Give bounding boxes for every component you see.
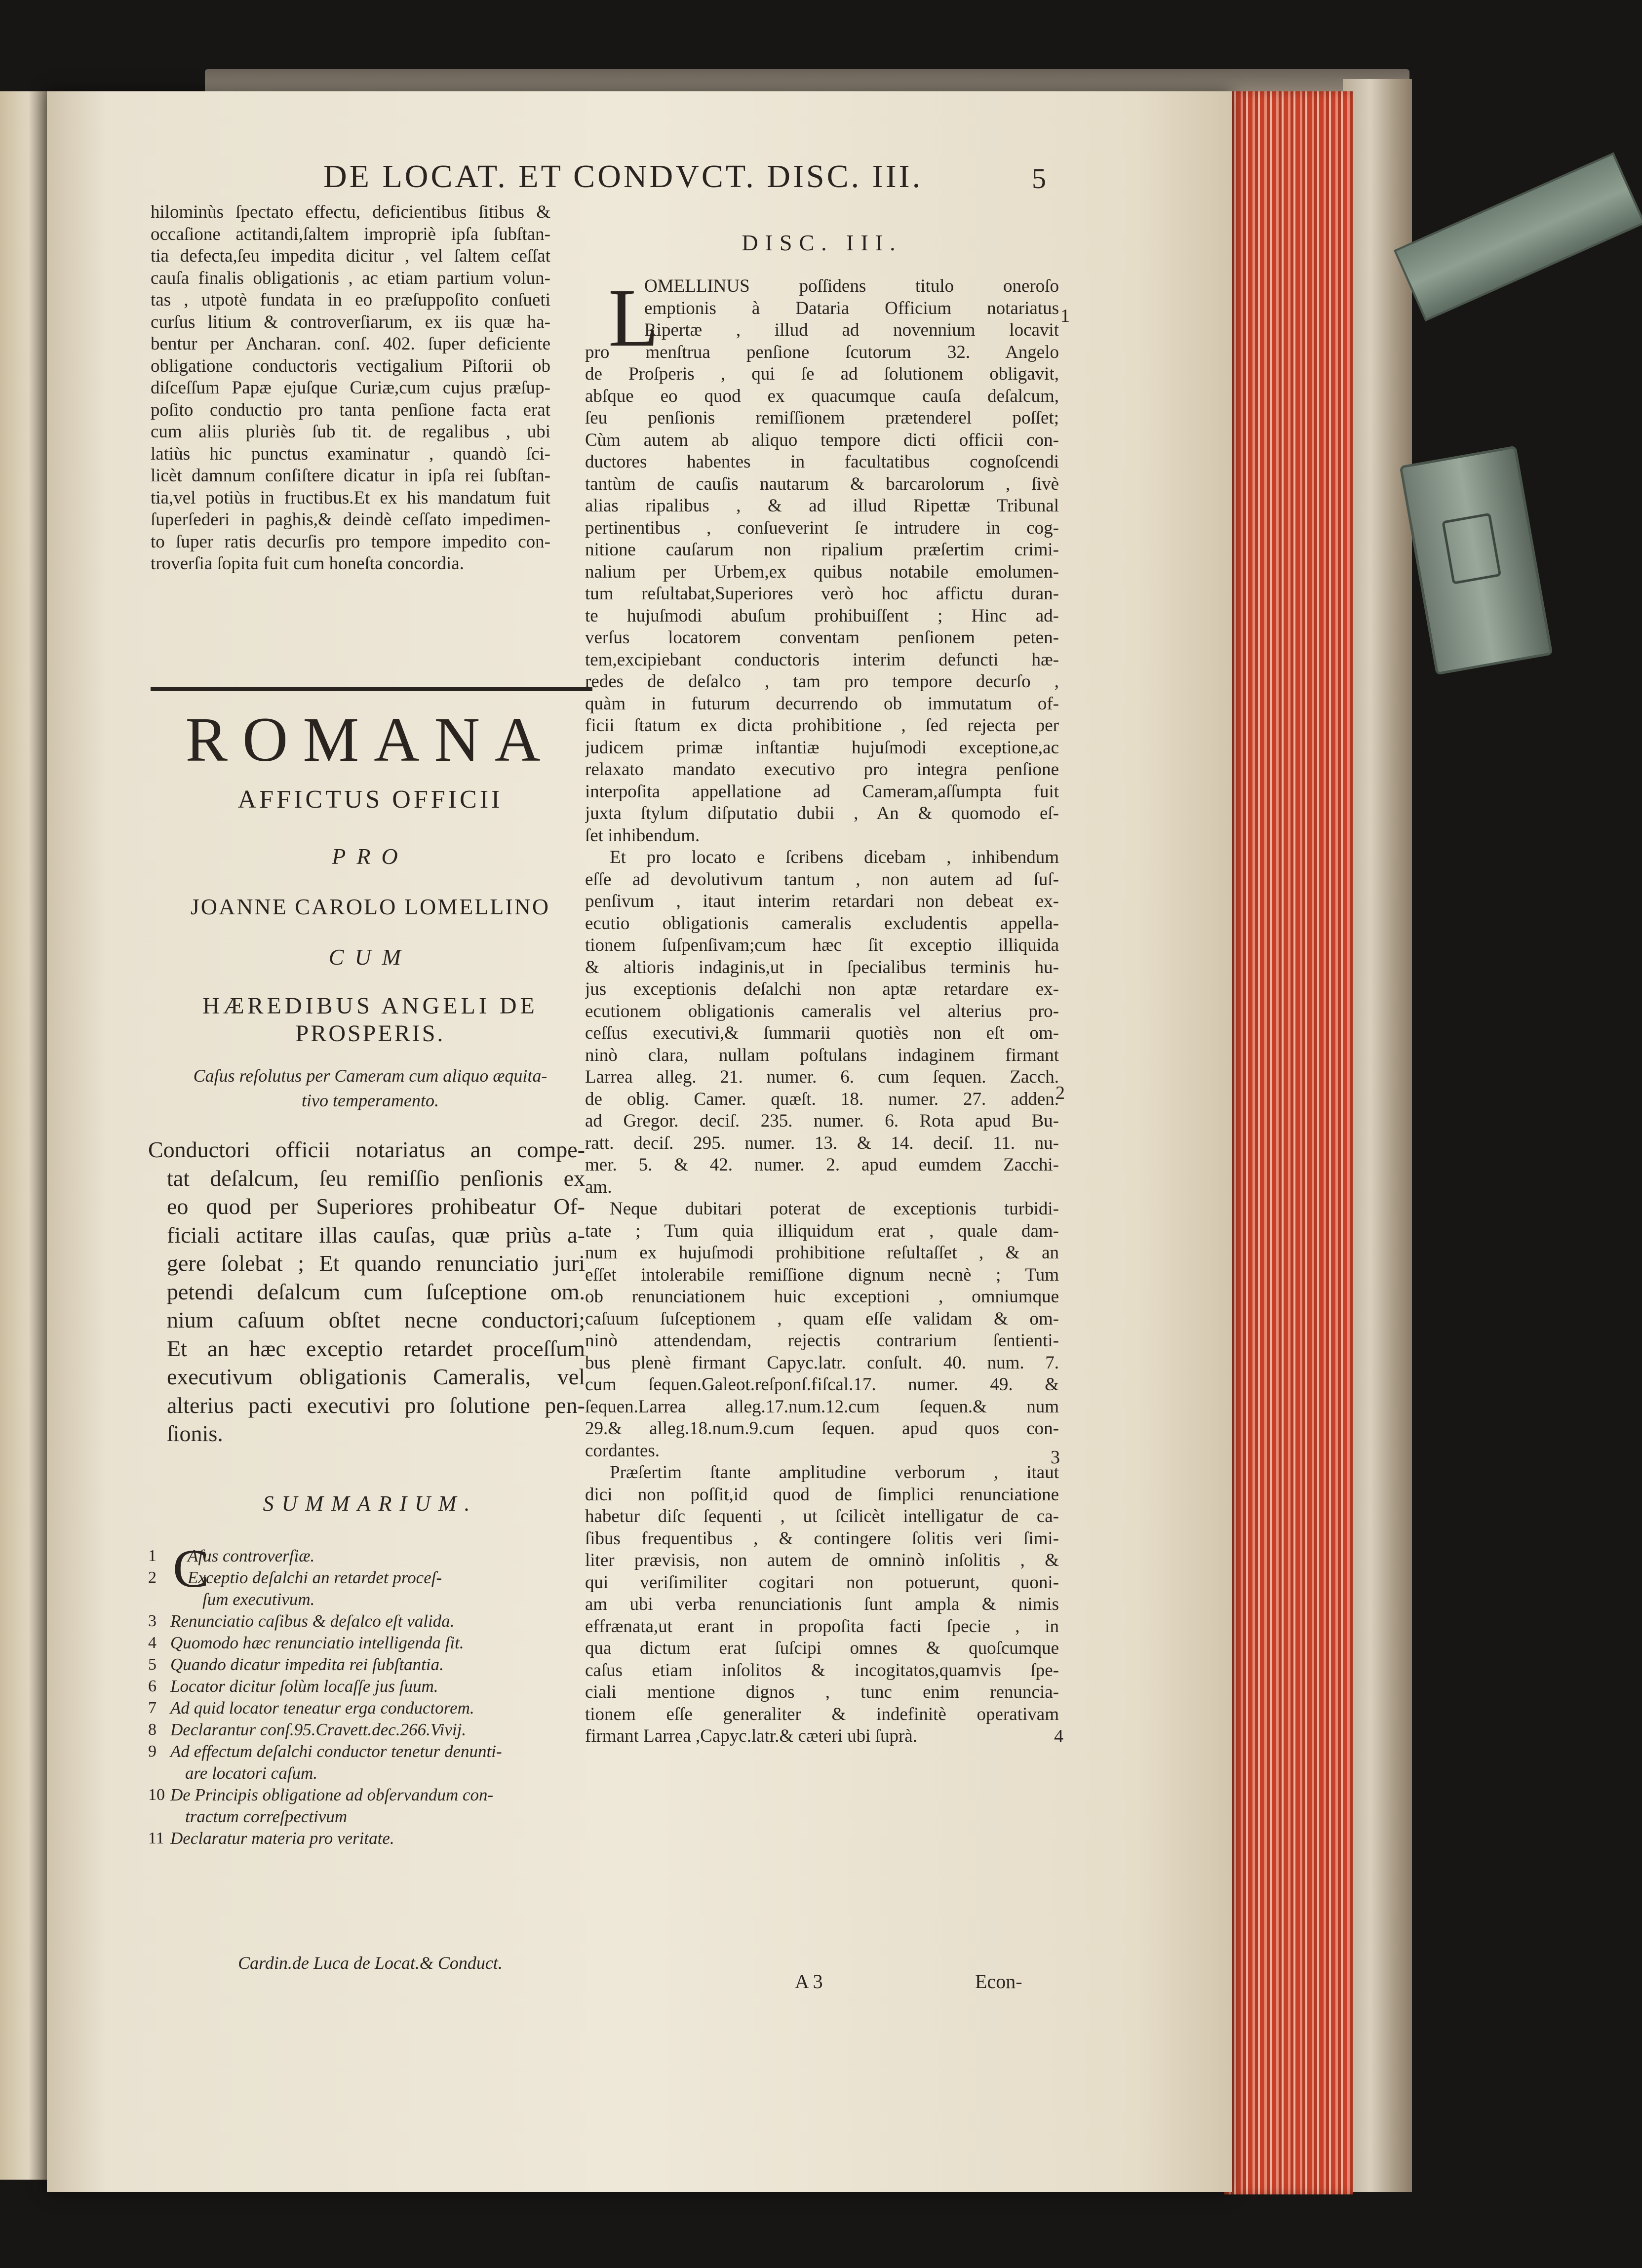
party-one: JOANNE CAROLO LOMELLINO: [190, 894, 550, 919]
summarium-item: [148, 1697, 583, 1719]
text-line: tionem ſuſpenſivam;cum hæc ſit exceptio illiquida: [585, 935, 1059, 955]
text-line: cordantes.: [585, 1440, 660, 1461]
text-line: 29.& alleg.18.num.9.cum ſequen. apud quos con-: [585, 1418, 1059, 1439]
text-line: am.: [585, 1176, 612, 1197]
question-line: ficiali actitare illas cauſas, quæ priùs a-: [167, 1222, 585, 1248]
text-line: OMELLINUS poſſidens titulo oneroſo: [644, 276, 1059, 296]
summarium-text-cont: are locatori caſum.: [185, 1763, 317, 1783]
text-line: ductores habentes in facultatibus cognoſcendi: [585, 452, 1059, 472]
summarium-item: [148, 1567, 583, 1610]
text-line: obligatione conductoris vectigalium Piſtorii ob: [151, 355, 550, 376]
text-line: ecutionem obligationis cameralis vel alterius pro-: [585, 1001, 1059, 1021]
text-line: relaxato mandato executivo pro integra penſione: [585, 759, 1059, 780]
question-line: petendi deſalcum cum ſuſceptione om.: [167, 1279, 585, 1304]
text-line: Ripertæ , illud ad novennium locavit: [644, 320, 1059, 340]
text-line: ninò clara, nullam poſtulans indaginem firmant: [585, 1045, 1059, 1065]
summary-initial: C: [173, 1538, 209, 1599]
casus-line1: Caſus reſolutus per Cameram cum aliquo æquita-: [193, 1066, 547, 1086]
text-line: ciali mentione dignos , tunc enim renuncia-: [585, 1682, 1059, 1702]
text-line: qui veriſimiliter cogitari non potuerunt, quoni-: [585, 1572, 1059, 1593]
text-line: de Proſperis , qui ſe ad ſolutionem obligavit,: [585, 364, 1059, 384]
text-line: caſus etiam inſolitos & incogitatos,quamvis ſpe-: [585, 1660, 1059, 1681]
margin-number-4: 4: [1054, 1726, 1063, 1747]
pro-label: PRO: [332, 844, 409, 869]
page-number: 5: [1032, 162, 1046, 195]
text-line: nitione cauſarum non ripalium præſertim crimi-: [585, 540, 1059, 560]
summarium-text: Quando dicatur impedita rei ſubſtantia.: [170, 1655, 444, 1674]
text-line: curſus litium & controverſiarum, ex iis quæ ha-: [151, 312, 550, 332]
summarium-text: Aſus controverſiæ.: [188, 1546, 315, 1565]
text-line: ratt. deciſ. 295. numer. 13. & 14. deciſ. 11. nu-: [585, 1133, 1059, 1153]
text-line: firmant Larrea ,Capyc.latr.& cæteri ubi ſuprà.: [585, 1726, 917, 1746]
summarium-item: [148, 1784, 583, 1828]
text-line: tia,vel potiùs in fructibus.Et ex his mandatum fuit: [151, 487, 550, 508]
question-line: Et an hæc exceptio retardet proceſſum: [167, 1335, 585, 1361]
text-line: eſſe ad devolutivum tantum , non autem ad ſuſ-: [585, 869, 1059, 890]
summarium-text: Locator dicitur ſolùm locaſſe jus ſuum.: [170, 1677, 438, 1696]
text-line: emptionis à Dataria Officium notariatus: [644, 298, 1059, 318]
summarium-text: Exceptio deſalchi an retardet proceſ-: [188, 1568, 442, 1587]
question-line: nium caſuum obſtet necne conductori;: [167, 1307, 585, 1332]
summarium-item: [148, 1654, 583, 1676]
text-line: poſito conductio pro tanta penſione facta erat: [151, 399, 550, 420]
text-line: am ubi verba renunciationis ſunt ampla & nimis: [585, 1594, 1059, 1614]
question-line: alterius pacti executivi pro ſolutione pen-: [167, 1392, 585, 1418]
catchword: Econ-: [975, 1970, 1022, 1993]
summarium-text: Ad quid locator teneatur erga conductorem.: [170, 1698, 474, 1718]
text-line: ſibus frequentibus , & contingere ſolitis veri ſimi-: [585, 1528, 1059, 1549]
text-line: diſceſſum Papæ ejuſque Curiæ,cum cujus præſup-: [151, 378, 550, 398]
text-line: interpoſita appellatione ad Cameram,aſſumpta fuit: [585, 781, 1059, 802]
question-line: gere ſolebat ; Et quando renunciatio juri: [167, 1251, 585, 1276]
text-line: nalium per Urbem,ex quibus notabile emolumen-: [585, 561, 1059, 582]
summarium-number: 11: [148, 1829, 164, 1847]
text-line: effrænata,ut erant in propoſita facti ſpecie , in: [585, 1616, 1059, 1637]
text-line: tantùm de cauſis nautarum & barcarolorum , ſivè: [585, 473, 1059, 494]
margin-number-3: 3: [1051, 1447, 1060, 1468]
section-rule: [151, 687, 592, 691]
text-line: ſuperſederi in paghis,& deindè ceſſato impedimen-: [151, 509, 550, 530]
case-subtitle: AFFICTUS OFFICII: [237, 785, 503, 814]
text-line: troverſia ſopita fuit cum honeſta concordia.: [151, 553, 464, 574]
text-line: occaſione actitandi,ſaltem impropriè ipſa ſubſtan-: [151, 224, 550, 244]
text-line: tas , utpotè fundata in eo præſuppoſito conſueti: [151, 290, 550, 310]
right-column-text: [585, 272, 1059, 1748]
text-line: ob renunciationem huic exceptioni , omniumque: [585, 1287, 1059, 1307]
text-line: Et pro locato e ſcribens dicebam , inhibendum: [610, 847, 1059, 867]
text-line: Præſertim ſtante amplitudine verborum , itaut: [610, 1462, 1059, 1483]
text-line: licèt damnum conſiſtere dicatur in ipſa rei ſubſtan-: [151, 466, 550, 486]
summarium-text: Declarantur conſ.95.Cravett.dec.266.Vivij.: [170, 1720, 467, 1739]
text-line: ceſſus executivi,& ſummarii quotiès non eſt om-: [585, 1023, 1059, 1043]
question-paragraph: [148, 1135, 585, 1448]
text-line: te hujuſmodi abuſum prohibuiſſent ; Hinc ad-: [585, 605, 1059, 626]
party-two-line2: PROSPERIS.: [295, 1020, 445, 1047]
disc-heading: DISC. III.: [742, 230, 902, 255]
summarium-item: [148, 1828, 583, 1849]
summarium-number: 6: [148, 1677, 156, 1695]
summarium-text-cont: ſum executivum.: [202, 1590, 315, 1609]
summarium-text: Ad effectum deſalchi conductor tenetur denunti-: [170, 1742, 502, 1761]
text-line: penſivum , itaut interim retardari non debeat ex-: [585, 891, 1059, 911]
casus-line2: tivo temperamento.: [302, 1091, 439, 1110]
text-line: & altioris indaginis,ut in ſpecialibus terminis hu-: [585, 957, 1059, 978]
text-line: cum ſequen.Galeot.reſponſ.fiſcal.17. numer. 49. &: [585, 1374, 1059, 1395]
summarium-number: 8: [148, 1721, 156, 1739]
summarium-number: 9: [148, 1742, 156, 1760]
metal-clasp: [1399, 445, 1553, 675]
text-line: hilominùs ſpectato effectu, deficientibus ſitibus &: [151, 202, 550, 222]
summarium-item: [148, 1676, 583, 1697]
text-line: to ſuper ratis decurſis pro tempore impedito con-: [151, 531, 550, 552]
text-line: pertinentibus , conſueverint ſe intrudere in cog-: [585, 517, 1059, 538]
summarium-item: [148, 1719, 583, 1741]
text-line: cum aliis pluriès ſub tit. de regalibus , ubi: [151, 422, 550, 442]
text-line: tionem eſſe generaliter & indefinitè operativam: [585, 1704, 1059, 1724]
summarium-number: 2: [148, 1568, 156, 1587]
text-line: qua dictum erat ſuſcipi omnes & quoſcumque: [585, 1638, 1059, 1658]
drop-cap-initial: L: [608, 272, 659, 364]
text-line: alias ripalibus , & ad illud Ripettæ Tribunal: [585, 496, 1059, 516]
question-line: executivum obligationis Cameralis, vel: [167, 1364, 585, 1389]
text-line: ad Gregor. deciſ. 235. numer. 6. Rota apud Bu-: [585, 1111, 1059, 1131]
summarium-text: Quomodo hæc renunciatio intelligenda ſit.: [170, 1633, 464, 1652]
text-line: latiùs hic punctus examinatur , quandò ſci-: [151, 443, 550, 464]
clasp-strap: [1394, 152, 1642, 321]
text-line: ninò attendendam, rejectis contrarium ſentienti-: [585, 1330, 1059, 1351]
margin-number-2: 2: [1056, 1083, 1065, 1103]
text-line: ſequen.Larrea alleg.17.num.12.cum ſequen.& num: [585, 1396, 1059, 1417]
text-line: num ex hujuſmodi prohibitione reſultaſſet , & an: [585, 1243, 1059, 1263]
summarium-number: 3: [148, 1612, 156, 1630]
summarium-item: [148, 1741, 583, 1784]
case-name: ROMANA: [185, 704, 555, 775]
text-line: Cùm autem ab aliquo tempore dicti officii con-: [585, 430, 1059, 450]
facing-page-edge: [0, 91, 47, 2180]
summarium-text: Declaratur materia pro veritate.: [170, 1829, 394, 1848]
text-line: pro menſtrua penſione ſcutorum 32. Angelo: [585, 342, 1059, 362]
text-line: liter prævisis, non autem de omninò inſolitis , &: [585, 1550, 1059, 1570]
text-line: Neque dubitari poterat de exceptionis turbidi-: [610, 1199, 1059, 1219]
text-line: ſet inhibendum.: [585, 825, 700, 846]
summarium-text: De Principis obligatione ad obſervandum con-: [170, 1785, 494, 1804]
text-line: ſeu penſionis remiſſionem prætenderel poſſet;: [585, 408, 1059, 428]
text-line: Larrea alleg. 21. numer. 6. cum ſequen. Zacch.: [585, 1067, 1059, 1087]
summarium-number: 10: [148, 1786, 165, 1804]
question-line: tat deſalcum, ſeu remiſſio penſionis ex: [167, 1165, 585, 1191]
question-line: Conductori officii notariatus an compe-: [148, 1137, 585, 1162]
text-line: ecutio obligationis cameralis excludentis appella-: [585, 913, 1059, 934]
left-column-top: [151, 201, 550, 575]
summarium-list: [148, 1545, 583, 1849]
book-spine-edge: [1343, 79, 1412, 2192]
left-footer: Cardin.de Luca de Locat.& Conduct.: [238, 1953, 503, 1973]
text-line: dici non poſſit,id quod de ſimplici renunciatione: [585, 1484, 1059, 1505]
summarium-item: [148, 1610, 583, 1632]
margin-number-1: 1: [1060, 306, 1070, 326]
text-line: tem,excipiebant conductoris interim defuncti hæ-: [585, 649, 1059, 670]
signature-mark: A 3: [795, 1970, 823, 1993]
text-line: mer. 5. & 42. numer. 2. apud eumdem Zacchi-: [585, 1155, 1059, 1175]
text-line: tia defecta,ſeu impedita dicitur , vel ſaltem ceſſat: [151, 246, 550, 266]
cum-label: CUM: [328, 944, 412, 970]
text-line: verſus locatorem conventam penſionem peten-: [585, 627, 1059, 648]
summarium-item: [148, 1545, 583, 1567]
text-line: eſſet intolerabile remiſſione dignum necnè ; Tum: [585, 1264, 1059, 1285]
text-line: caſuum ſuſceptionem , quam eſſe validam & om-: [585, 1308, 1059, 1329]
summarium-number: 7: [148, 1699, 156, 1717]
red-page-edges: [1224, 91, 1353, 2194]
question-line: ſionis.: [167, 1421, 223, 1446]
question-line: eo quod per Superiores prohibeatur Of-: [167, 1194, 585, 1219]
running-head: DE LOCAT. ET CONDVCT. DISC. III.: [323, 158, 923, 195]
text-line: jus exceptionis deſalchi non aptæ retardare ex-: [585, 979, 1059, 999]
text-line: tum reſultabat,Superiores verò hoc affictu duran-: [585, 584, 1059, 604]
summarium-heading: SUMMARIUM.: [263, 1491, 478, 1516]
party-two-line1: HÆREDIBUS ANGELI DE: [202, 993, 538, 1019]
summarium-number: 5: [148, 1655, 156, 1674]
summarium-number: 1: [148, 1547, 156, 1565]
summarium-number: 4: [148, 1634, 156, 1652]
text-line: quàm in futurum decurrendo ob immutatum of-: [585, 693, 1059, 714]
summarium-text: Renunciatio caſibus & deſalco eſt valida.: [170, 1611, 455, 1631]
text-line: habetur diſc ſequenti , ut ſcilicèt intelligatur de ca-: [585, 1506, 1059, 1526]
text-line: judicem primæ inſtantiæ hujuſmodi exceptione,ac: [585, 737, 1059, 758]
text-line: cauſa finalis obligationis , ac etiam partium volun-: [151, 268, 550, 288]
text-line: tate ; Tum quia illiquidum erat , quale dam-: [585, 1220, 1059, 1241]
text-line: de oblig. Camer. quæſt. 18. numer. 27. adden.: [585, 1089, 1059, 1109]
text-line: bentur per Ancharan. conſ. 402. ſuper deficiente: [151, 334, 550, 354]
summarium-item: [148, 1632, 583, 1654]
text-line: abſque eo quod ex quacumque cauſa deſalcum,: [585, 386, 1059, 406]
text-line: bus plenè firmant Capyc.latr. conſult. 40. num. 7.: [585, 1352, 1059, 1373]
text-line: redes de deſalco , tam pro tempore decurſo ,: [585, 671, 1059, 692]
text-line: ficii ſtatum ex dicta prohibitione , ſed rejecta per: [585, 715, 1059, 736]
text-line: juxta ſtylum diſputatio dubii , An & quomodo eſ-: [585, 803, 1059, 823]
summarium-text-cont: tractum correſpectivum: [185, 1807, 348, 1826]
